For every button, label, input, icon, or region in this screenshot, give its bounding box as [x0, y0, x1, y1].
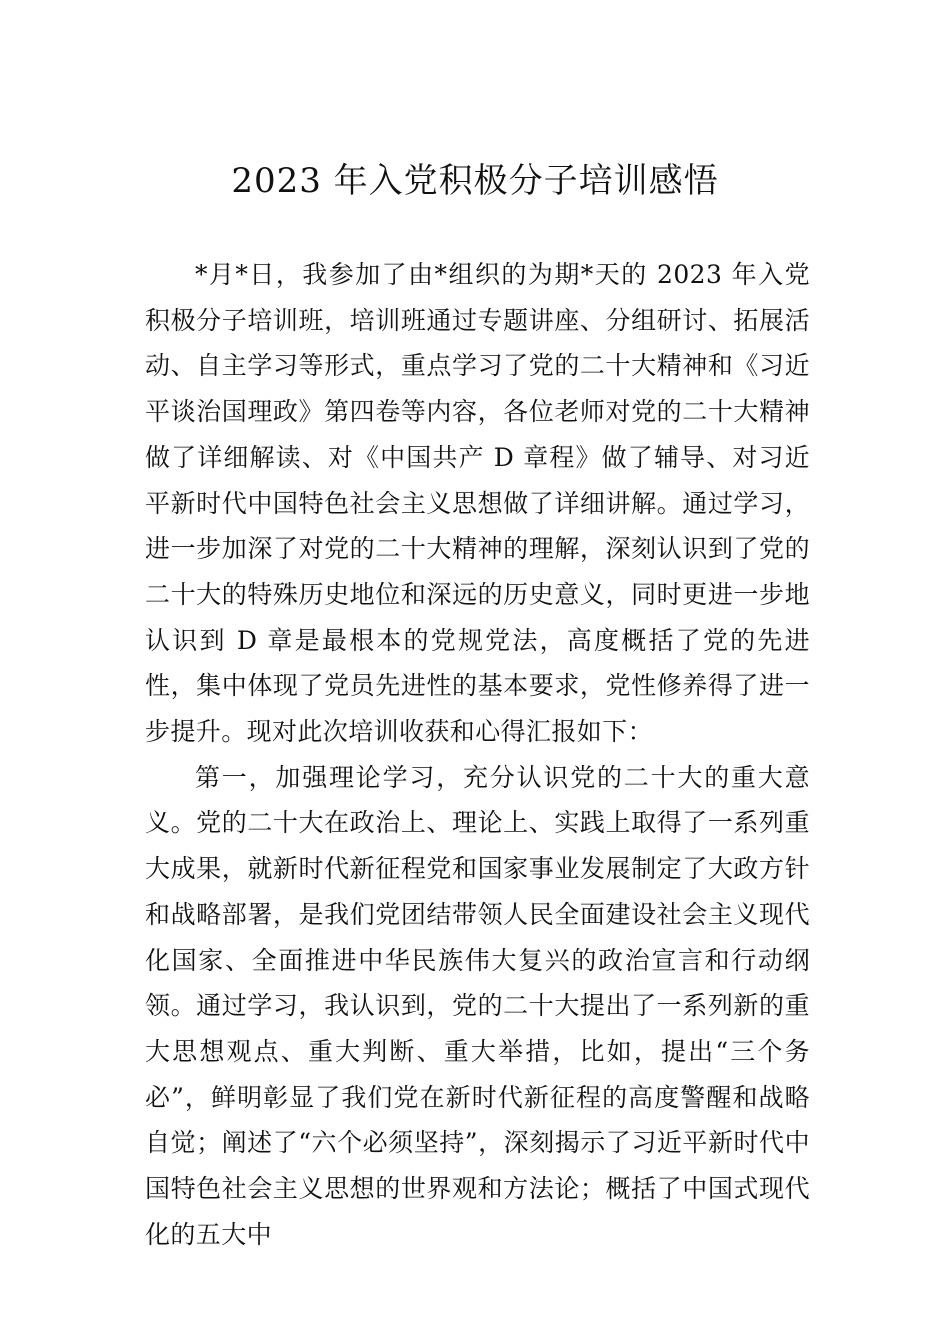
- document-title: 2023 年入党积极分子培训感悟: [231, 161, 719, 201]
- paragraph-intro: *月*日，我参加了由*组织的为期*天的 2023 年入党积极分子培训班，培训班通过专题讲座、分组研讨、拓展活动、自主学习等形式，重点学习了党的二十大精神和《习近平谈治国理政》第四卷等内容，各位老师对党的二十大精神做了详细解读、对《中国共产 D 章程》做了辅导、对习近平新时代中国特色社会主义思想做了详细讲解。通过学习，进一步加深了对党的二十大精神的理解，深刻认识到了党的二十大的特殊历史地位和深远的历史意义，同时更进一步地认识到 D 章是最根本的党规党法，高度概括了党的先进性，集中体现了党员先进性的基本要求，党性修养得了进一步提升。现对此次培训收获和心得汇报如下：: [145, 260, 810, 747]
- paragraph-first-point: 第一，加强理论学习，充分认识党的二十大的重大意义。党的二十大在政治上、理论上、实践上取得了一系列重大成果，就新时代新征程党和国家事业发展制定了大政方针和战略部署，是我们党团结带领人民全面建设社会主义现代化国家、全面推进中华民族伟大复兴的政治宣言和行动纲领。通过学习，我认识到，党的二十大提出了一系列新的重大思想观点、重大判断、重大举措，比如，提出“三个务必”，鲜明彰显了我们党在新时代新征程的高度警醒和战略自觉；阐述了“六个必须坚持”，深刻揭示了习近平新时代中国特色社会主义思想的世界观和方法论；概括了中国式现代化的五大中: [145, 762, 810, 1249]
- document-body: [145, 252, 810, 1257]
